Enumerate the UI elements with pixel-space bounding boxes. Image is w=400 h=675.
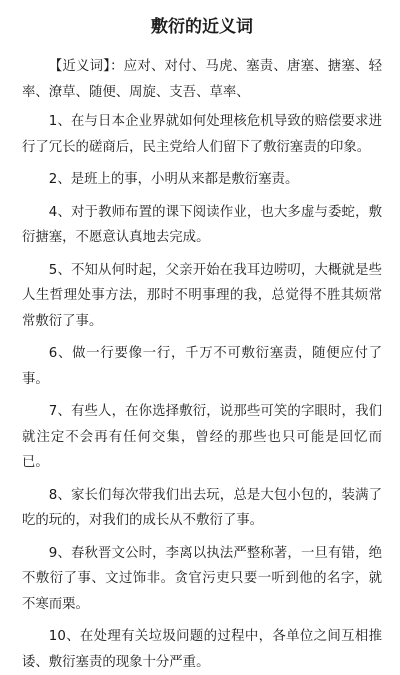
example-sentence-4: 4、对于教师布置的课下阅读作业，也大多虚与委蛇，敷衍搪塞，不愿意认真地去完成。 — [22, 204, 382, 245]
synonyms-label: 【近义词】： — [48, 59, 124, 74]
example-sentence-8: 8、家长们每次带我们出去玩，总是大包小包的，装满了吃的玩的，对我们的成长从不敷衍了事。 — [22, 487, 382, 528]
example-sentence-9: 9、春秋晋文公时，李离以执法严整称著，一旦有错，绝不敷衍了事、文过饰非。贪官污吏只要一听到他的名字，就不寒而栗。 — [22, 545, 382, 612]
example-sentence-5: 5、不知从何时起，父亲开始在我耳边唠叨，大概就是些人生哲理处事方法，那时不明事理的我，总觉得不胜其烦常常敷衍了事。 — [22, 262, 382, 329]
example-sentence-7: 7、有些人，在你选择敷衍，说那些可笑的字眼时，我们就注定不会再有任何交集，曾经的那些也只可能是回忆而已。 — [22, 404, 382, 470]
example-sentence-1: 1、在与日本企业界就如何处理核危机导致的赔偿要求进行了冗长的磋商后，民主党给人们留下了敷衍塞责的印象。 — [22, 114, 382, 155]
document-title: 敷衍的近义词 — [151, 17, 253, 37]
synonyms-paragraph — [22, 54, 382, 105]
example-sentence-2: 2、是班上的事，小明从来都是敷衍塞责。 — [48, 172, 299, 187]
example-sentence-6: 6、做一行要像一行，千万不可敷衍塞责，随便应付了事。 — [22, 346, 382, 387]
synonyms-list: 应对、对付、马虎、塞责、唐塞、搪塞、轻率、潦草、随便、周旋、支吾、草率、 — [22, 59, 382, 100]
example-sentence-10: 10、在处理有关垃圾问题的过程中，各单位之间互相推诿、敷衍塞责的现象十分严重。 — [22, 629, 382, 670]
